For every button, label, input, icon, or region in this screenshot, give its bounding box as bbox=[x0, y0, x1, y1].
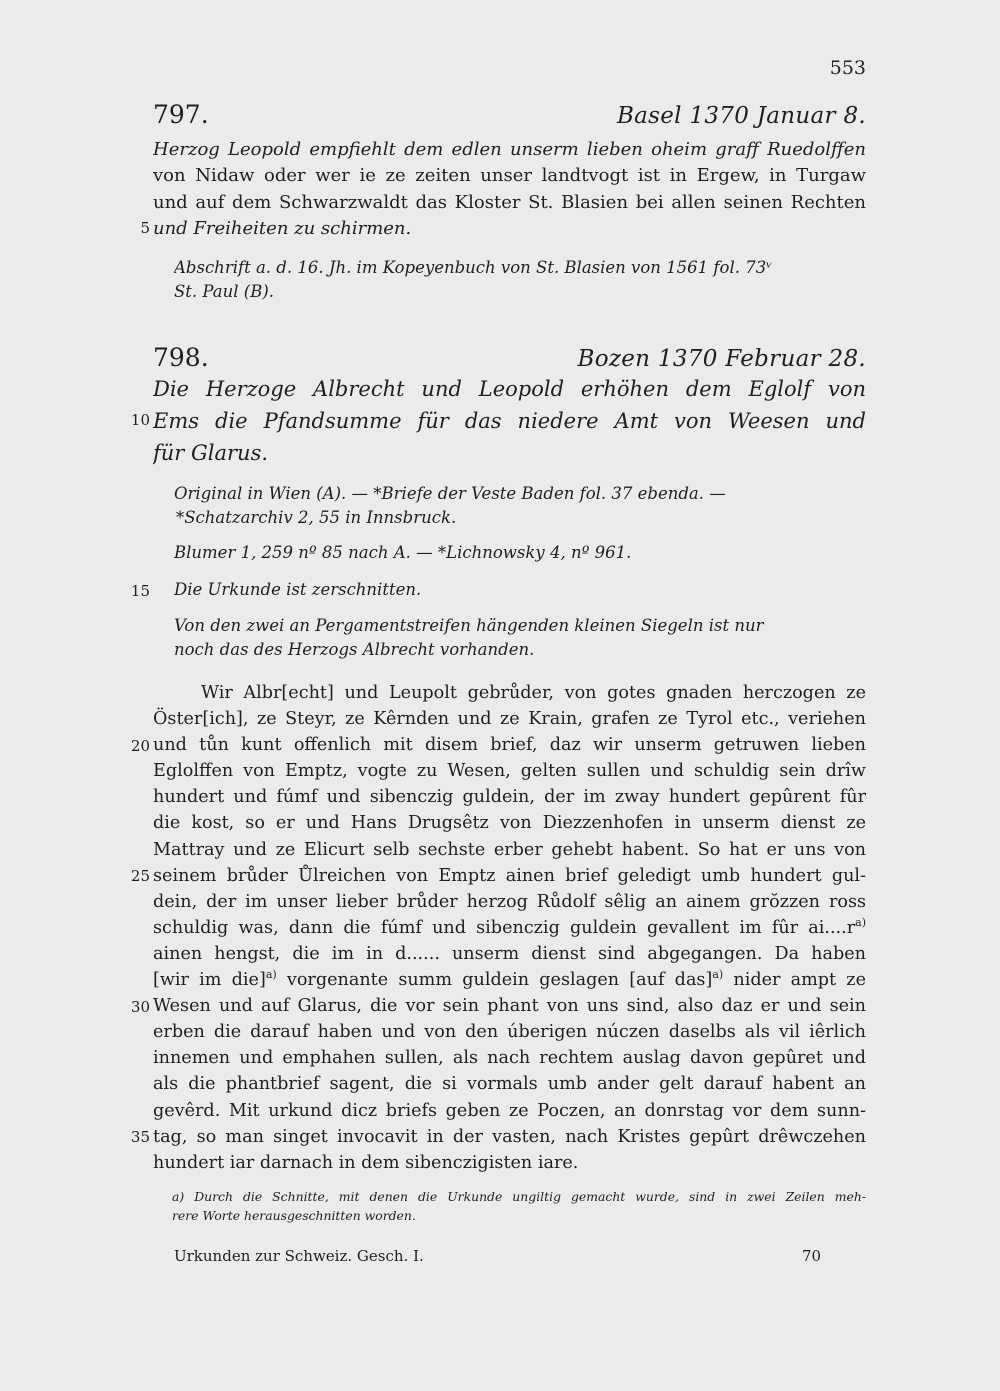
text-line: und tůn kunt offenlich mit disem brief, daz wir unserm getruwen lieben bbox=[153, 735, 866, 756]
line-number: 30 bbox=[130, 998, 150, 1016]
regest-line: Ems die Pfandsumme für das niedere Amt von Weesen und bbox=[153, 408, 866, 433]
text-line: Wesen und auf Glarus, die vor sein phant von uns sind, also daz er und sein bbox=[153, 996, 866, 1017]
entry-798-header bbox=[153, 343, 866, 372]
entry-797-number: 797. bbox=[153, 100, 209, 129]
regest-line: Herzog Leopold empfiehlt dem edlen unserm lieben oheim graff Ruedolffen bbox=[153, 139, 866, 160]
footnote bbox=[172, 1187, 866, 1225]
source-line: Abschrift a. d. 16. Jh. im Kopeyenbuch von St. Blasien von 1561 fol. 73ᵛ bbox=[174, 258, 773, 277]
entry-797-date: Basel 1370 Januar 8. bbox=[616, 103, 866, 129]
entry-798-note-original: Original in Wien (A). — *Briefe der Veste Baden fol. 37 ebenda. — *Schatzarchiv 2, 55 in Innsbruck. bbox=[174, 484, 726, 527]
text-line: Mattray und ze Elicurt selb sechste erber gehebt habent. So hat er uns von bbox=[153, 839, 866, 860]
text-line: seinem brůder Ůlreichen von Emptz ainen brief geledigt umb hundert gul- bbox=[153, 865, 866, 886]
line-number: 5 bbox=[140, 219, 150, 237]
regest-line: und auf dem Schwarzwaldt das Kloster St. Blasien bei allen seinen Rechten bbox=[153, 191, 866, 213]
text-line: [wir im die]$^{a)}$ vorgenante summ guldein geslagen [auf das]$^{a)}$ nider ampt ze bbox=[153, 968, 866, 991]
line-number: 20 bbox=[130, 737, 150, 755]
regest-line: für Glarus. bbox=[153, 440, 269, 465]
text-line: erben die darauf haben und von den úberigen núczen daselbs als vil iêrlich bbox=[153, 1022, 866, 1043]
text-line: Wir Albr[echt] und Leupolt gebrůder, von gotes gnaden herczogen ze bbox=[201, 683, 866, 703]
regest-line: von Nidaw oder wer ie ze zeiten unser landtvogt ist in Ergew, in Turgaw bbox=[153, 165, 866, 187]
text-line: hundert und fúmf und sibenczig guldein, der im zway hundert gepûrent fûr bbox=[153, 787, 866, 808]
line-number: 10 bbox=[130, 411, 150, 429]
regest-line: Die Herzoge Albrecht und Leopold erhöhen dem Eglolf von bbox=[153, 377, 866, 401]
text-line: Eglolffen von Emptz, vogte zu Wesen, gelten sullen und schuldig sein drîw bbox=[153, 761, 866, 782]
regest-line: und Freiheiten zu schirmen. bbox=[153, 217, 412, 239]
entry-797-header bbox=[153, 100, 866, 129]
footer-sheet-number: 70 bbox=[802, 1247, 822, 1265]
text-line: hundert iar darnach in dem sibenczigisten iare. bbox=[153, 1152, 579, 1173]
text-line: gevêrd. Mit urkund dicz briefs geben ze Poczen, an donrstag vor dem sunn- bbox=[153, 1100, 866, 1121]
line-number: 25 bbox=[130, 867, 150, 885]
page-number: 553 bbox=[829, 57, 866, 79]
entry-798-note-cut: Die Urkunde ist zerschnitten. bbox=[174, 580, 422, 599]
text-line: Öster[ich], ze Steyr, ze Kêrnden und ze Krain, grafen ze Tyrol etc., veriehen bbox=[153, 709, 866, 730]
footnote-ref: a) bbox=[855, 915, 866, 929]
line-number: 15 bbox=[130, 582, 150, 600]
text-line: dein, der im unser lieber brůder herzog Růdolf sêlig an ainem grŏzzen ross bbox=[153, 891, 866, 912]
entry-797-regest bbox=[153, 137, 866, 242]
entry-798-regest bbox=[153, 374, 866, 469]
footnote-line: a) Durch die Schnitte, mit denen die Urkunde ungiltig gemacht wurde, sind in zwei Zeilen meh- bbox=[172, 1189, 866, 1204]
text-line: innemen und emphahen sullen, als nach rechtem auslag davon gepûret und bbox=[153, 1048, 866, 1069]
line-number: 35 bbox=[130, 1128, 150, 1146]
text-line: tag, so man singet invocavit in der vasten, nach Kristes gepûrt drêwczehen bbox=[153, 1126, 866, 1147]
footnote-line: rere Worte herausgeschnitten worden. bbox=[172, 1208, 416, 1223]
entry-798-date: Bozen 1370 Februar 28. bbox=[577, 346, 866, 372]
text-line: als die phantbrief sagent, die si vormals umb ander gelt darauf habent an bbox=[153, 1074, 866, 1095]
text-line: die kost, so er und Hans Drugsêtz von Diezzenhofen in unserm dienst ze bbox=[153, 813, 866, 834]
text-line: ainen hengst, die im in d...... unserm dienst sind abgegangen. Da haben bbox=[153, 943, 866, 964]
text-line: schuldig was, dann die fúmf und sibenczig guldein gevallent im fûr $ai....r^{a)}$ bbox=[153, 915, 866, 938]
entry-798-note-blumer: Blumer 1, 259 nº 85 nach A. — *Lichnowsky 4, nº 961. bbox=[174, 543, 632, 562]
footnote-ref: a) bbox=[712, 968, 724, 982]
entry-797-source bbox=[174, 256, 866, 304]
footer-series-title: Urkunden zur Schweiz. Gesch. I. bbox=[174, 1247, 424, 1265]
entry-798-note-seals: Von den zwei an Pergamentstreifen hängenden kleinen Siegeln ist nur noch das des Herzogs Albrecht vorhanden. bbox=[174, 616, 764, 659]
footnote-ref: a) bbox=[265, 968, 277, 982]
entry-798-number: 798. bbox=[153, 343, 209, 372]
charter-text bbox=[153, 680, 866, 1176]
source-line: St. Paul (B). bbox=[174, 282, 275, 301]
